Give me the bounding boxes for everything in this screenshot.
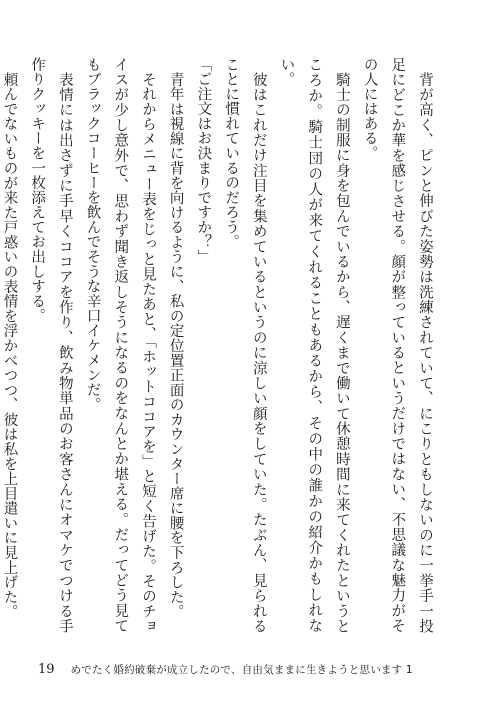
page-number: 19 <box>38 661 55 677</box>
paragraph: 表情には出さずに手早くココアを作り、飲み物単品のお客さんにオマケでつける手作りクッキーを一枚添えてお出しする。 <box>29 57 73 633</box>
paragraph: 彼はこれだけ注目を集めているというのに涼しい顔をしていた。たぶん、見られることに慣れているのだろう。 <box>223 57 267 633</box>
paragraph: 頼んでないものが来た戸惑いの表情を浮かべつつ、彼は私を上目遣いに見上げた。 <box>1 71 18 619</box>
vertical-text-body <box>1 57 438 633</box>
running-title: めでたく婚約破棄が成立したので、自由気ままに生きようと思います 1 <box>70 663 413 676</box>
dialogue-line: 「ご注文はお決まりですか？」 <box>195 57 212 265</box>
paragraph: それからメニュー表をじっと見たあと、「ホットココアを」と短く告げた。そのチョイスが少し意外で、思わず聞き返しそうになるのをなんとか堪える。だってどう見てもブラックコーヒーを飲んでそうな辛口イケメンだ。 <box>84 57 156 633</box>
paragraph: 青年は視線に背を向けるように、私の定位置正面のカウンター席に腰を下ろした。 <box>167 71 184 619</box>
page-footer <box>38 658 468 680</box>
paragraph: 騎士の制服に身を包んでいるから、遅くまで働いて休憩時間に来てくれたというところか。騎士団の人が来てくれることもあるから、その中の誰かの紹介かもしれない。 <box>278 57 350 633</box>
paragraph: 背が高く、ピンと伸びた姿勢は洗練されていて、にこりともしないのに一挙手一投足にどこか華を感じさせる。顔が整っているというだけではない、不思議な魅力がその人にはある。 <box>361 57 433 633</box>
